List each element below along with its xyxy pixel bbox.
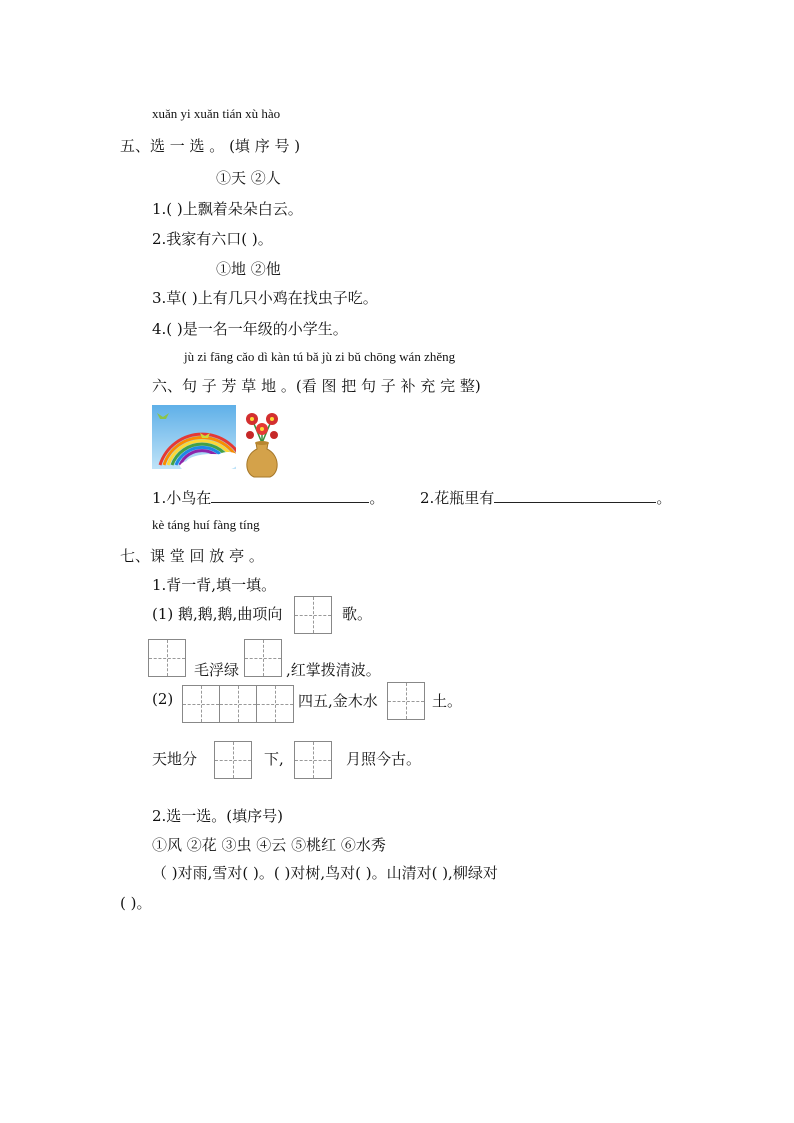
- rainbow-sky-image: [152, 405, 236, 469]
- poem1-box-2[interactable]: [148, 639, 186, 677]
- pairing-line-2: ( )。: [120, 894, 152, 912]
- section5-question-3: 3.草( )上有几只小鸡在找虫子吃。: [152, 289, 378, 307]
- poem3-box-1[interactable]: [214, 741, 252, 779]
- section7-choices: ①风 ②花 ③虫 ④云 ⑤桃红 ⑥水秀: [152, 836, 386, 854]
- section5-heading: 五、选 一 选 。 (填 序 号 ): [120, 137, 301, 155]
- poem2-box-2[interactable]: [219, 685, 257, 723]
- section5-pinyin: xuǎn yi xuǎn tián xù hào: [152, 106, 281, 121]
- section6-sentence-1: [152, 487, 384, 508]
- section5-question-2: 2.我家有六口( )。: [152, 230, 273, 248]
- poem3-line-b: 下,: [264, 750, 284, 768]
- section5-question-4: 4.( )是一名一年级的小学生。: [152, 320, 348, 338]
- section6-heading: 六、句 子 芳 草 地 。(看 图 把 句 子 补 充 完 整): [152, 377, 481, 395]
- poem2-box-3[interactable]: [256, 685, 294, 723]
- section7-sub-1: 1.背一背,填一填。: [152, 576, 277, 594]
- section5-options-1: ①天 ②人: [216, 169, 281, 187]
- poem3-line-c: 月照今古。: [346, 750, 422, 768]
- section7-sub-2: 2.选一选。(填序号): [152, 807, 284, 825]
- sentence-2-suffix: 。: [656, 489, 672, 507]
- section6-sentence-2: [420, 487, 671, 508]
- section5-options-2: ①地 ②他: [216, 260, 281, 278]
- poem1-line-d: ,红掌拨清波。: [286, 661, 381, 679]
- poem1-box-3[interactable]: [244, 639, 282, 677]
- section6-pinyin: jù zi fāng cǎo dì kàn tú bǎ jù zi bǔ chōng wán zhěng: [184, 349, 456, 364]
- section5-question-1: 1.( )上飘着朵朵白云。: [152, 200, 303, 218]
- sentence-2-prefix: 2.花瓶里有: [420, 489, 495, 507]
- flower-vase-image: [240, 407, 284, 479]
- sentence-1-blank[interactable]: [211, 488, 369, 503]
- poem1-line-c: 毛浮绿: [194, 661, 240, 679]
- poem2-line-b: 土。: [432, 692, 463, 710]
- poem2-label: (2): [152, 690, 174, 708]
- poem1-line-a: (1) 鹅,鹅,鹅,曲项向: [152, 605, 283, 623]
- poem2-box-4[interactable]: [387, 682, 425, 720]
- sentence-1-suffix: 。: [369, 489, 385, 507]
- poem2-box-1[interactable]: [182, 685, 220, 723]
- poem1-box-1[interactable]: [294, 596, 332, 634]
- sentence-1-prefix: 1.小鸟在: [152, 489, 212, 507]
- pairing-line-1: （ )对雨,雪对( )。( )对树,鸟对( )。山清对( ),柳绿对: [152, 864, 498, 882]
- poem3-line-a: 天地分: [152, 750, 198, 768]
- section7-heading: 七、课 堂 回 放 亭 。: [120, 547, 264, 565]
- poem3-box-2[interactable]: [294, 741, 332, 779]
- section7-pinyin: kè táng huí fàng tíng: [152, 517, 260, 532]
- poem1-line-b: 歌。: [342, 605, 373, 623]
- sentence-2-blank[interactable]: [494, 488, 656, 503]
- poem2-line-a: 四五,金木水: [298, 692, 378, 710]
